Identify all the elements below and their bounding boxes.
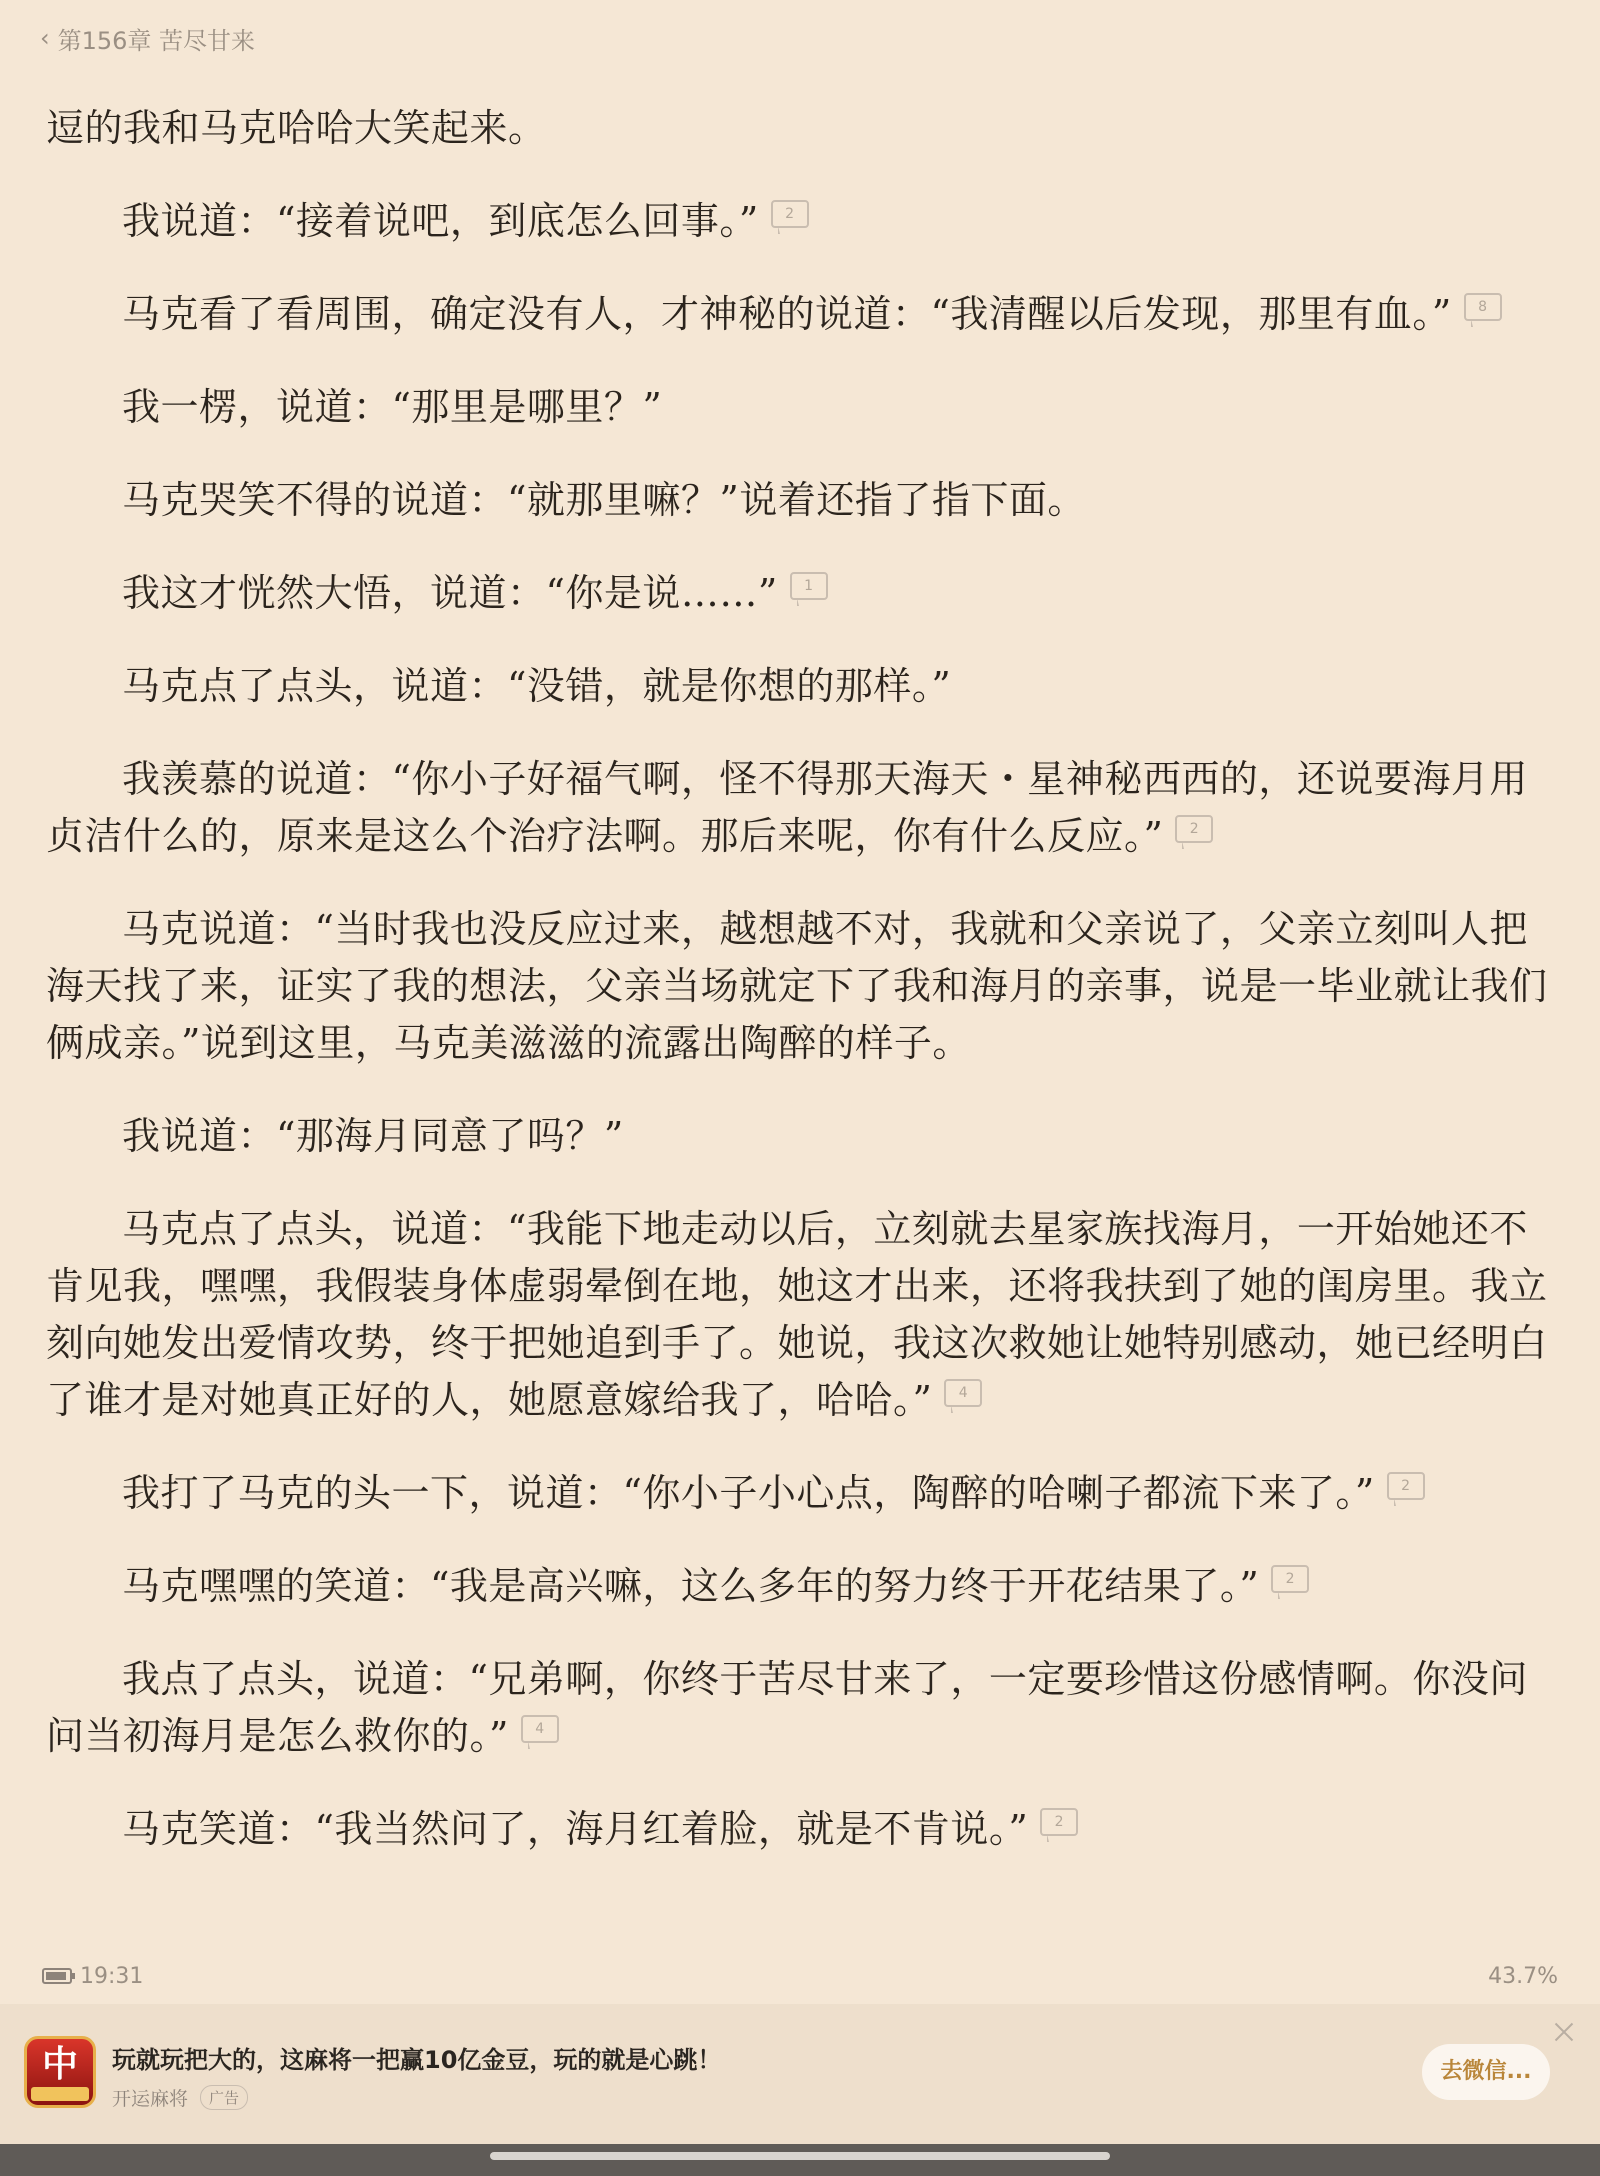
paragraph-text: 逗的我和马克哈哈大笑起来。 bbox=[46, 106, 547, 150]
ad-banner[interactable] bbox=[0, 2004, 1600, 2144]
comment-count: 2 bbox=[785, 206, 795, 222]
paragraph-comment-button[interactable] bbox=[1040, 1808, 1078, 1836]
reading-progress: 43.7% bbox=[1488, 1963, 1558, 1989]
paragraph-text: 我一楞，说道：“那里是哪里？” bbox=[122, 385, 663, 429]
paragraph-comment-button[interactable] bbox=[1387, 1472, 1425, 1500]
paragraph-comment-button[interactable] bbox=[1271, 1565, 1309, 1593]
paragraph-comment-button[interactable] bbox=[1464, 293, 1502, 321]
chapter-header[interactable] bbox=[40, 20, 255, 56]
reading-content bbox=[46, 100, 1554, 1894]
paragraph-text: 我打了马克的头一下，说道：“你小子小心点，陶醉的哈喇子都流下来了。” bbox=[122, 1471, 1375, 1515]
comment-count: 2 bbox=[1285, 1571, 1296, 1587]
ad-logo-glyph: 中 bbox=[41, 2044, 78, 2085]
ad-badge: 广告 bbox=[200, 2085, 248, 2110]
ad-app-logo[interactable] bbox=[24, 2036, 96, 2108]
reader-status-bar bbox=[42, 1958, 1558, 1994]
paragraph-text: 我羡慕的说道：“你小子好福气啊，怪不得那天海天・星神秘西西的，还说要海月用贞洁什么的，原来是这么个治疗法啊。那后来呢，你有什么反应。” bbox=[46, 757, 1528, 858]
chapter-title: 第156章 苦尽甘来 bbox=[57, 26, 256, 55]
paragraph bbox=[46, 193, 1554, 250]
paragraph-text: 我这才恍然大悟，说道：“你是说……” bbox=[122, 571, 778, 615]
paragraph bbox=[46, 1108, 1554, 1165]
bottom-strip bbox=[0, 2144, 1600, 2176]
battery-icon bbox=[42, 1968, 72, 1984]
paragraph bbox=[46, 1558, 1554, 1615]
paragraph bbox=[46, 901, 1554, 1072]
paragraph bbox=[46, 1801, 1554, 1858]
comment-count: 1 bbox=[804, 578, 814, 594]
comment-count: 2 bbox=[1401, 1478, 1411, 1494]
close-icon[interactable] bbox=[1550, 2018, 1578, 2046]
comment-count: 2 bbox=[1054, 1814, 1065, 1830]
paragraph bbox=[46, 286, 1554, 343]
paragraph-text: 马克说道：“当时我也没反应过来，越想越不对，我就和父亲说了，父亲立刻叫人把海天找了来，证实了我的想法，父亲当场就定下了我和海月的亲事，说是一毕业就让我们俩成亲。”说到这里，马克美滋滋的流露出陶醉的样子。 bbox=[46, 907, 1548, 1065]
paragraph-text: 马克嘿嘿的笑道：“我是高兴嘛，这么多年的努力终于开花结果了。” bbox=[122, 1564, 1260, 1608]
paragraph-comment-button[interactable] bbox=[790, 572, 828, 600]
paragraph-text: 我点了点头，说道：“兄弟啊，你终于苦尽甘来了，一定要珍惜这份感情啊。你没问问当初海月是怎么救你的。” bbox=[46, 1657, 1528, 1758]
paragraph-comment-button[interactable] bbox=[944, 1379, 982, 1407]
ad-cta-button[interactable]: 去微信... bbox=[1422, 2044, 1550, 2100]
paragraph bbox=[46, 1465, 1554, 1522]
paragraph bbox=[46, 565, 1554, 622]
paragraph-text: 马克哭笑不得的说道：“就那里嘛？”说着还指了指下面。 bbox=[122, 478, 1086, 522]
ad-title[interactable]: 玩就玩把大的，这麻将一把赢10亿金豆，玩的就是心跳！ bbox=[112, 2046, 722, 2074]
paragraph bbox=[46, 658, 1554, 715]
paragraph-text: 我说道：“接着说吧，到底怎么回事。” bbox=[122, 199, 759, 243]
comment-count: 4 bbox=[958, 1385, 969, 1401]
paragraph bbox=[46, 100, 1554, 157]
ad-logo-ribbon bbox=[31, 2087, 89, 2101]
ad-source: 开运麻将 bbox=[112, 2088, 189, 2110]
paragraph bbox=[46, 379, 1554, 436]
comment-count: 4 bbox=[535, 1721, 545, 1737]
ad-meta bbox=[112, 2084, 248, 2111]
comment-count: 8 bbox=[1478, 299, 1488, 315]
paragraph-comment-button[interactable] bbox=[521, 1715, 559, 1743]
comment-count: 2 bbox=[1189, 821, 1200, 837]
paragraph-comment-button[interactable] bbox=[1175, 815, 1213, 843]
paragraph-text: 马克点了点头，说道：“没错，就是你想的那样。” bbox=[122, 664, 952, 708]
paragraph-text: 我说道：“那海月同意了吗？” bbox=[122, 1114, 624, 1158]
paragraph-comment-button[interactable] bbox=[771, 200, 809, 228]
paragraph bbox=[46, 1201, 1554, 1429]
paragraph-text: 马克点了点头，说道：“我能下地走动以后，立刻就去星家族找海月，一开始她还不肯见我，嘿嘿，我假装身体虚弱晕倒在地，她这才出来，还将我扶到了她的闺房里。我立刻向她发出爱情攻势，终于把她追到手了。她说，我这次救她让她特别感动，她已经明白了谁才是对她真正好的人，她愿意嫁给我了，哈哈。” bbox=[46, 1207, 1548, 1422]
chevron-left-icon[interactable]: ‹ bbox=[40, 24, 50, 52]
status-left bbox=[42, 1964, 143, 1989]
paragraph bbox=[46, 1651, 1554, 1765]
paragraph-text: 马克笑道：“我当然问了，海月红着脸，就是不肯说。” bbox=[122, 1807, 1029, 1851]
paragraph bbox=[46, 472, 1554, 529]
clock-time: 19:31 bbox=[80, 1963, 144, 1989]
paragraph-text: 马克看了看周围，确定没有人，才神秘的说道：“我清醒以后发现，那里有血。” bbox=[122, 292, 1452, 336]
paragraph bbox=[46, 751, 1554, 865]
home-indicator[interactable] bbox=[490, 2152, 1110, 2160]
